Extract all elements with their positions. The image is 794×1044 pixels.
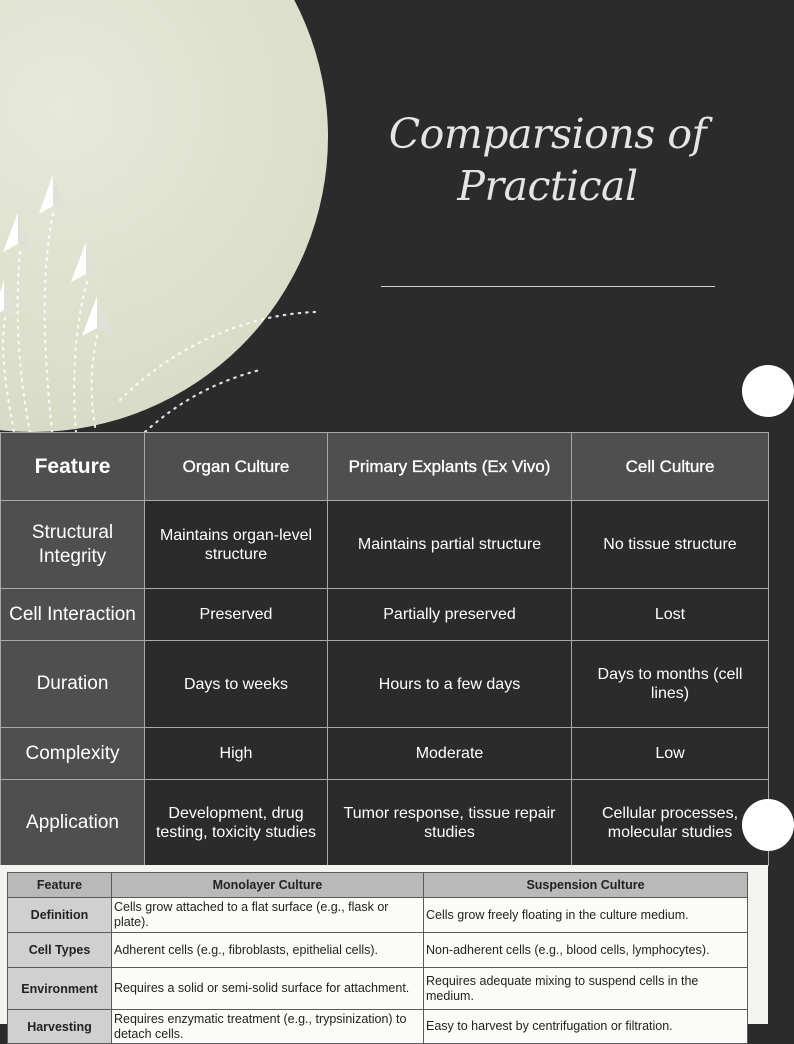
paper-airplane-icon (82, 296, 113, 336)
row-header: Complexity (1, 728, 145, 780)
slide-title: Comparsions of Practical (388, 110, 707, 210)
table-row (8, 968, 748, 1010)
table-cell: Days to months (cell lines) (572, 641, 769, 728)
monolayer-suspension-section (0, 865, 768, 1041)
paper-airplane-icon (39, 174, 67, 214)
column-header-cell-culture: Cell Culture (572, 433, 769, 501)
row-header: Structural Integrity (1, 501, 145, 589)
row-header: Duration (1, 641, 145, 728)
column-header-feature: Feature (8, 873, 112, 898)
row-header: Definition (8, 898, 112, 933)
table-cell: Maintains partial structure (328, 501, 572, 589)
table-cell: Days to weeks (145, 641, 328, 728)
table-cell: Requires enzymatic treatment (e.g., trypsinization) to detach cells. (112, 1010, 424, 1044)
paper-airplane-icon (71, 242, 102, 282)
table-cell: Tumor response, tissue repair studies (328, 780, 572, 866)
table-row (1, 780, 769, 866)
title-slide (0, 0, 768, 432)
column-header-primary-explants: Primary Explants (Ex Vivo) (328, 433, 572, 501)
table-cell: Cells grow attached to a flat surface (e.g., flask or plate). (112, 898, 424, 933)
table-cell: Moderate (328, 728, 572, 780)
table-row (1, 501, 769, 589)
table-cell: Easy to harvest by centrifugation or filtration. (424, 1010, 748, 1044)
decorative-dot (742, 365, 794, 417)
table-cell: High (145, 728, 328, 780)
table-header-row (8, 873, 748, 898)
table-cell: Low (572, 728, 769, 780)
table-cell: Maintains organ-level structure (145, 501, 328, 589)
table-cell: Requires adequate mixing to suspend cells in the medium. (424, 968, 748, 1010)
table-row (8, 898, 748, 933)
table-cell: Requires a solid or semi-solid surface for attachment. (112, 968, 424, 1010)
table-cell: Hours to a few days (328, 641, 572, 728)
column-header-monolayer: Monolayer Culture (112, 873, 424, 898)
row-header: Cell Types (8, 933, 112, 968)
column-header-feature: Feature (1, 433, 145, 501)
row-header: Harvesting (8, 1010, 112, 1044)
table-cell: Adherent cells (e.g., fibroblasts, epithelial cells). (112, 933, 424, 968)
column-header-suspension: Suspension Culture (424, 873, 748, 898)
table-row (8, 933, 748, 968)
table-row (1, 641, 769, 728)
title-underline (381, 286, 715, 287)
paper-airplane-icon (0, 280, 16, 318)
culture-comparison-table (0, 432, 769, 866)
table-cell: Cells grow freely floating in the culture medium. (424, 898, 748, 933)
table-row (1, 728, 769, 780)
decorative-dot (742, 799, 794, 851)
table-cell: Development, drug testing, toxicity studies (145, 780, 328, 866)
row-header: Cell Interaction (1, 589, 145, 641)
monolayer-vs-suspension-table (7, 872, 748, 1044)
table-cell: Preserved (145, 589, 328, 641)
column-header-organ-culture: Organ Culture (145, 433, 328, 501)
paper-airplanes-illustration (0, 0, 330, 432)
table-cell: Non-adherent cells (e.g., blood cells, lymphocytes). (424, 933, 748, 968)
row-header: Environment (8, 968, 112, 1010)
table-cell: Partially preserved (328, 589, 572, 641)
table-row (8, 1010, 748, 1044)
table-row (1, 589, 769, 641)
row-header: Application (1, 780, 145, 866)
table-cell: No tissue structure (572, 501, 769, 589)
paper-airplane-icon (3, 212, 33, 252)
table-cell: Cellular processes, molecular studies (572, 780, 769, 866)
table-cell: Lost (572, 589, 769, 641)
table-header-row (1, 433, 769, 501)
